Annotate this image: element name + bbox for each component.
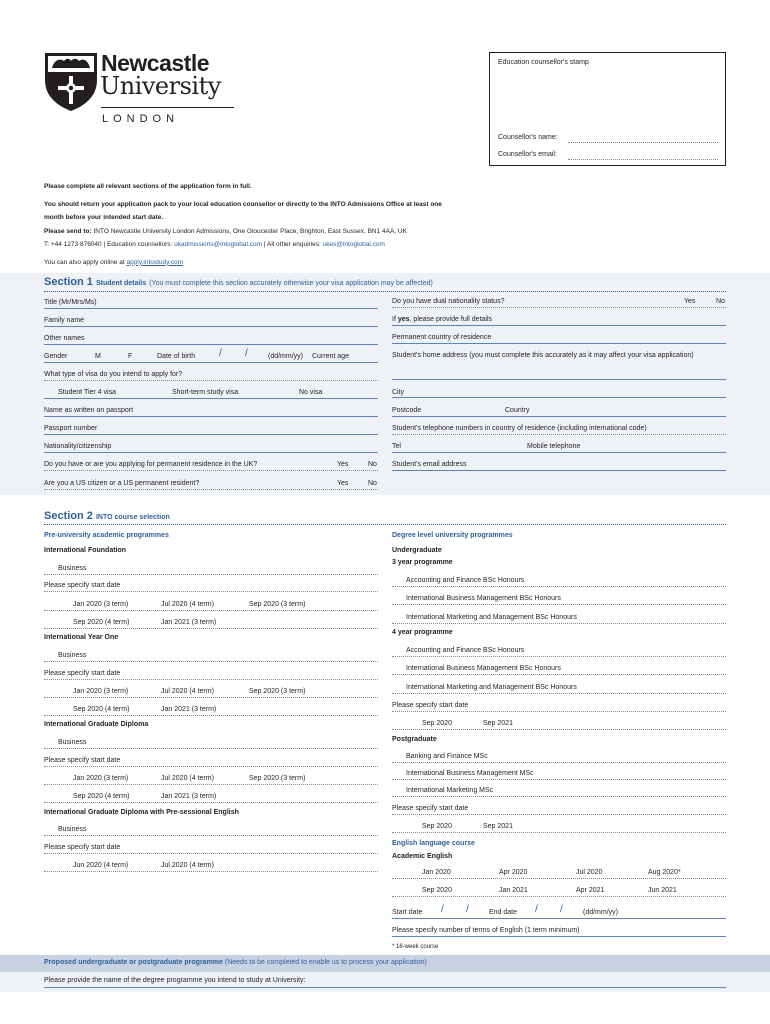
ug-specify-label: Please specify start date: [392, 702, 469, 709]
year-one-business-option[interactable]: Business: [58, 652, 87, 659]
logo-divider: [101, 107, 234, 108]
gender-label: Gender: [44, 353, 68, 360]
stamp-title: Education counsellor's stamp: [498, 59, 589, 66]
intro-text: [44, 180, 484, 269]
ug4-imm-option[interactable]: International Marketing and Management BSc Honours: [406, 684, 577, 691]
grad-dip-business-divider: [44, 748, 378, 749]
dual-details-field[interactable]: [392, 325, 726, 326]
title-field[interactable]: [44, 308, 378, 309]
english-jul2020-option[interactable]: Jul 2020: [576, 869, 603, 876]
ug3-imm-option[interactable]: International Marketing and Management BSc Honours: [406, 614, 577, 621]
pg-ibm-option[interactable]: International Business Management MSc: [406, 770, 534, 777]
nationality-label: Nationality/citizenship: [44, 443, 112, 450]
pg-marketing-divider: [392, 796, 726, 797]
english-terms-field[interactable]: [392, 936, 726, 937]
intro-line-2: You should return your application pack to your local education counsellor or directly to the INTO Admissions Office at least one: [44, 200, 442, 208]
intro-line-3: month before your intended start date.: [44, 214, 164, 221]
ug3-ibm-divider: [392, 604, 726, 605]
postcode-country-field[interactable]: [392, 416, 726, 417]
intro-send-to: Please send to: INTO Newcastle University London Admissions, One Gloucester Place, Brighton, East Sussex, BN1 4AA, UK: [44, 227, 407, 235]
dob-slash-1: /: [219, 348, 222, 359]
intl-grad-diploma-pse-title: International Graduate Diploma with Pre-sessional English: [44, 809, 239, 816]
foundation-dates-divider-1: [44, 610, 378, 611]
year-one-specify-divider: [44, 679, 378, 680]
grad-dip-dates-divider-2: [44, 802, 378, 803]
dual-no-option[interactable]: No: [716, 298, 725, 305]
foundation-jan2021-option[interactable]: Jan 2021 (3 term): [161, 619, 217, 626]
english-start-date-label: Start date: [392, 909, 423, 916]
ug-sep2020-option[interactable]: Sep 2020: [422, 720, 452, 727]
counsellor-stamp-box[interactable]: [489, 52, 726, 166]
permanent-residence-question: Do you have or are you applying for permanent residence in the UK?: [44, 461, 258, 468]
foundation-business-option[interactable]: Business: [58, 565, 87, 572]
us-citizen-question: Are you a US citizen or a US permanent resident?: [44, 480, 200, 487]
english-apr2021-option[interactable]: Apr 2021: [576, 887, 605, 894]
postgraduate-title: Postgraduate: [392, 736, 437, 743]
dob-label: Date of birth: [157, 353, 196, 360]
dob-format: (dd/mm/yy): [268, 353, 303, 360]
telephone-numbers-label: Student's telephone numbers in country of residence (including international code): [392, 425, 647, 432]
english-dates-field[interactable]: [392, 918, 726, 919]
counsellor-email-label: Counsellor's email:: [498, 151, 557, 158]
shield-crest-icon: [44, 52, 98, 112]
ug3-ibm-option[interactable]: International Business Management BSc Honours: [406, 595, 561, 602]
foundation-jul2020-option[interactable]: Jul 2020 (4 term): [161, 601, 214, 608]
start-date-slash-2: /: [466, 904, 469, 915]
three-year-title: 3 year programme: [392, 559, 453, 566]
year-one-specify-label: Please specify start date: [44, 670, 121, 677]
visa-tier4-option[interactable]: Student Tier 4 visa: [58, 389, 116, 396]
four-year-title: 4 year programme: [392, 629, 453, 636]
ug3-accounting-divider: [392, 586, 726, 587]
english-course-heading: English language course: [392, 840, 475, 847]
end-date-slash-1: /: [535, 904, 538, 915]
city-label: City: [392, 389, 405, 396]
proposed-programme-title: Proposed undergraduate or postgraduate programme (Needs to be completed to enable us to process your application): [44, 959, 427, 966]
grad-dip-pse-jul2020-option[interactable]: Jul 2020 (4 term): [161, 862, 214, 869]
perm-res-no-option[interactable]: No: [368, 461, 377, 468]
home-address-field-1[interactable]: [392, 379, 726, 380]
ug-dates-divider: [392, 729, 726, 730]
counsellor-name-field[interactable]: [568, 142, 718, 143]
permanent-country-field[interactable]: [392, 343, 726, 344]
logo-name-top: Newcastle: [101, 50, 210, 76]
country-label: Country: [505, 407, 530, 414]
passport-name-label: Name as written on passport: [44, 407, 134, 414]
home-address-label: Student's home address (you must complete this accurately as it may affect your visa application): [392, 352, 694, 359]
home-address-field-2[interactable]: [392, 397, 726, 398]
family-name-field[interactable]: [44, 326, 378, 327]
visa-none-option[interactable]: No visa: [299, 389, 323, 396]
dob-slash-2: /: [245, 348, 248, 359]
intl-grad-diploma-title: International Graduate Diploma: [44, 721, 149, 728]
pg-marketing-option[interactable]: International Marketing MSc: [406, 787, 494, 794]
pg-banking-option[interactable]: Banking and Finance MSc: [406, 753, 488, 760]
academic-english-title: Academic English: [392, 853, 453, 860]
apply-online-link[interactable]: apply.intostudy.com: [126, 258, 184, 266]
degree-level-heading: Degree level university programmes: [392, 532, 513, 539]
gender-dob-field[interactable]: [44, 362, 378, 363]
english-apr2020-option[interactable]: Apr 2020: [499, 869, 528, 876]
ug-specify-divider: [392, 711, 726, 712]
university-logo: [43, 50, 243, 130]
pre-university-heading: Pre-university academic programmes: [44, 532, 169, 539]
foundation-sep2020-4-option[interactable]: Sep 2020 (4 term): [73, 619, 130, 626]
foundation-specify-label: Please specify start date: [44, 582, 121, 589]
year-one-business-divider: [44, 661, 378, 662]
ug4-accounting-divider: [392, 656, 726, 657]
ug4-accounting-option[interactable]: Accounting and Finance BSc Honours: [406, 647, 525, 654]
passport-name-field[interactable]: [44, 416, 378, 417]
grad-dip-specify-label: Please specify start date: [44, 757, 121, 764]
us-citizen-no-option[interactable]: No: [368, 480, 377, 487]
dual-divider: [392, 307, 726, 308]
intl-foundation-title: International Foundation: [44, 547, 127, 554]
foundation-sep2020-3-option[interactable]: Sep 2020 (3 term): [249, 601, 306, 608]
grad-dip-pse-dates-divider: [44, 871, 378, 872]
grad-dip-sep2020-3-option[interactable]: Sep 2020 (3 term): [249, 775, 306, 782]
section1-divider: [44, 291, 726, 292]
english-jan2020-option[interactable]: Jan 2020: [422, 869, 451, 876]
postcode-label: Postcode: [392, 407, 422, 414]
foundation-specify-divider: [44, 591, 378, 592]
ug4-ibm-divider: [392, 674, 726, 675]
other-names-label: Other names: [44, 335, 85, 342]
english-date-format: (dd/mm/yy): [583, 909, 618, 916]
section2-title: Section 2 INTO course selection: [44, 510, 170, 522]
undergraduate-title: Undergraduate: [392, 547, 442, 554]
ug3-accounting-option[interactable]: Accounting and Finance BSc Honours: [406, 577, 525, 584]
counsellor-email-field[interactable]: [568, 159, 718, 160]
passport-number-label: Passport number: [44, 425, 98, 432]
permanent-country-label: Permanent country of residence: [392, 334, 492, 341]
pg-specify-label: Please specify start date: [392, 805, 469, 812]
year-one-sep2020-4-option[interactable]: Sep 2020 (4 term): [73, 706, 130, 713]
tel-mobile-field[interactable]: [392, 452, 726, 453]
english-footnote: * 16-week course: [392, 944, 439, 950]
intro-online: You can also apply online at apply.intostudy.com: [44, 258, 184, 266]
telephone-numbers-divider: [392, 434, 726, 435]
passport-number-field[interactable]: [44, 434, 378, 435]
foundation-dates-divider-2: [44, 628, 378, 629]
grad-dip-pse-specify-label: Please specify start date: [44, 844, 121, 851]
visa-question: What type of visa do you intend to apply for?: [44, 371, 183, 378]
logo-city: LONDON: [102, 113, 180, 125]
start-date-slash-1: /: [441, 904, 444, 915]
intl-year-one-title: International Year One: [44, 634, 119, 641]
pg-sep2021-option[interactable]: Sep 2021: [483, 823, 513, 830]
end-date-slash-2: /: [560, 904, 563, 915]
perm-res-divider: [44, 470, 378, 471]
if-yes-details-label: If yes, please provide full details: [392, 316, 493, 323]
us-citizen-divider: [44, 489, 378, 490]
intro-contacts: T: +44 1273 876040 | Education counsellors: ukadmissions@intoglobal.com | All other enquiries: ukes@intoglobal.com: [44, 241, 385, 248]
visa-question-divider: [44, 380, 378, 381]
english-dates-divider-1: [392, 878, 726, 879]
section1-title: Section 1 Student details (You must complete this section accurately otherwise your visa application may be affected): [44, 276, 433, 288]
admissions-email-link[interactable]: ukadmissions@intoglobal.com: [174, 241, 263, 248]
title-label: Title (Mr/Mrs/Ms): [44, 299, 97, 306]
proposed-programme-question: Please provide the name of the degree programme you intend to study at University:: [44, 977, 306, 984]
grad-dip-pse-business-divider: [44, 835, 378, 836]
proposed-programme-field[interactable]: [44, 987, 726, 988]
english-aug2020-option[interactable]: Aug 2020*: [648, 869, 681, 876]
other-names-field[interactable]: [44, 344, 378, 345]
grad-dip-business-option[interactable]: Business: [58, 739, 87, 746]
us-citizen-yes-option[interactable]: Yes: [337, 480, 349, 487]
gender-m-option[interactable]: M: [95, 353, 101, 360]
pg-sep2020-option[interactable]: Sep 2020: [422, 823, 452, 830]
perm-res-yes-option[interactable]: Yes: [337, 461, 349, 468]
ug-sep2021-option[interactable]: Sep 2021: [483, 720, 513, 727]
email-address-field[interactable]: [392, 470, 726, 471]
grad-dip-pse-specify-divider: [44, 853, 378, 854]
dual-yes-option[interactable]: Yes: [684, 298, 696, 305]
visa-short-term-option[interactable]: Short-term study visa: [172, 389, 239, 396]
counsellor-name-label: Counsellor's name:: [498, 134, 558, 141]
pg-specify-divider: [392, 814, 726, 815]
grad-dip-jul2020-option[interactable]: Jul 2020 (4 term): [161, 775, 214, 782]
grad-dip-pse-jun2020-option[interactable]: Jun 2020 (4 term): [73, 862, 129, 869]
english-end-date-label: End date: [489, 909, 518, 916]
email-address-label: Student's email address: [392, 461, 467, 468]
english-jan2021-option[interactable]: Jan 2021: [499, 887, 528, 894]
year-one-sep2020-3-option[interactable]: Sep 2020 (3 term): [249, 688, 306, 695]
gender-f-option[interactable]: F: [128, 353, 133, 360]
section2-divider: [44, 524, 726, 525]
year-one-dates-divider-2: [44, 715, 378, 716]
grad-dip-sep2020-4-option[interactable]: Sep 2020 (4 term): [73, 793, 130, 800]
current-age-label: Current age: [312, 353, 349, 360]
year-one-jan2020-option[interactable]: Jan 2020 (3 term): [73, 688, 129, 695]
pg-ibm-divider: [392, 779, 726, 780]
tel-label: Tel: [392, 443, 401, 450]
family-name-label: Family name: [44, 317, 85, 324]
grad-dip-jan2021-option[interactable]: Jan 2021 (3 term): [161, 793, 217, 800]
pg-dates-divider: [392, 832, 726, 833]
grad-dip-jan2020-option[interactable]: Jan 2020 (3 term): [73, 775, 129, 782]
enquiries-email-link[interactable]: ukes@intoglobal.com: [322, 241, 385, 248]
nationality-field[interactable]: [44, 452, 378, 453]
intro-line-1: Please complete all relevant sections of the application form in full.: [44, 183, 252, 190]
grad-dip-dates-divider-1: [44, 784, 378, 785]
year-one-jan2021-option[interactable]: Jan 2021 (3 term): [161, 706, 217, 713]
grad-dip-pse-business-option[interactable]: Business: [58, 826, 87, 833]
grad-dip-specify-divider: [44, 766, 378, 767]
foundation-business-divider: [44, 574, 378, 575]
year-one-jul2020-option[interactable]: Jul 2020 (4 term): [161, 688, 214, 695]
english-dates-divider-2: [392, 896, 726, 897]
dual-nationality-question: Do you have dual nationality status?: [392, 298, 505, 305]
pg-banking-divider: [392, 762, 726, 763]
ug4-imm-divider: [392, 693, 726, 694]
english-jun2021-option[interactable]: Jun 2021: [648, 887, 677, 894]
visa-options-divider: [44, 398, 378, 399]
mobile-label: Mobile telephone: [527, 443, 581, 450]
ug4-ibm-option[interactable]: International Business Management BSc Honours: [406, 665, 561, 672]
foundation-jan2020-option[interactable]: Jan 2020 (3 term): [73, 601, 129, 608]
ug3-imm-divider: [392, 623, 726, 624]
english-terms-label: Please specify number of terms of English (1 term minimum): [392, 927, 580, 934]
year-one-dates-divider-1: [44, 697, 378, 698]
logo-name-bottom: University: [100, 72, 221, 100]
english-sep2020-option[interactable]: Sep 2020: [422, 887, 452, 894]
